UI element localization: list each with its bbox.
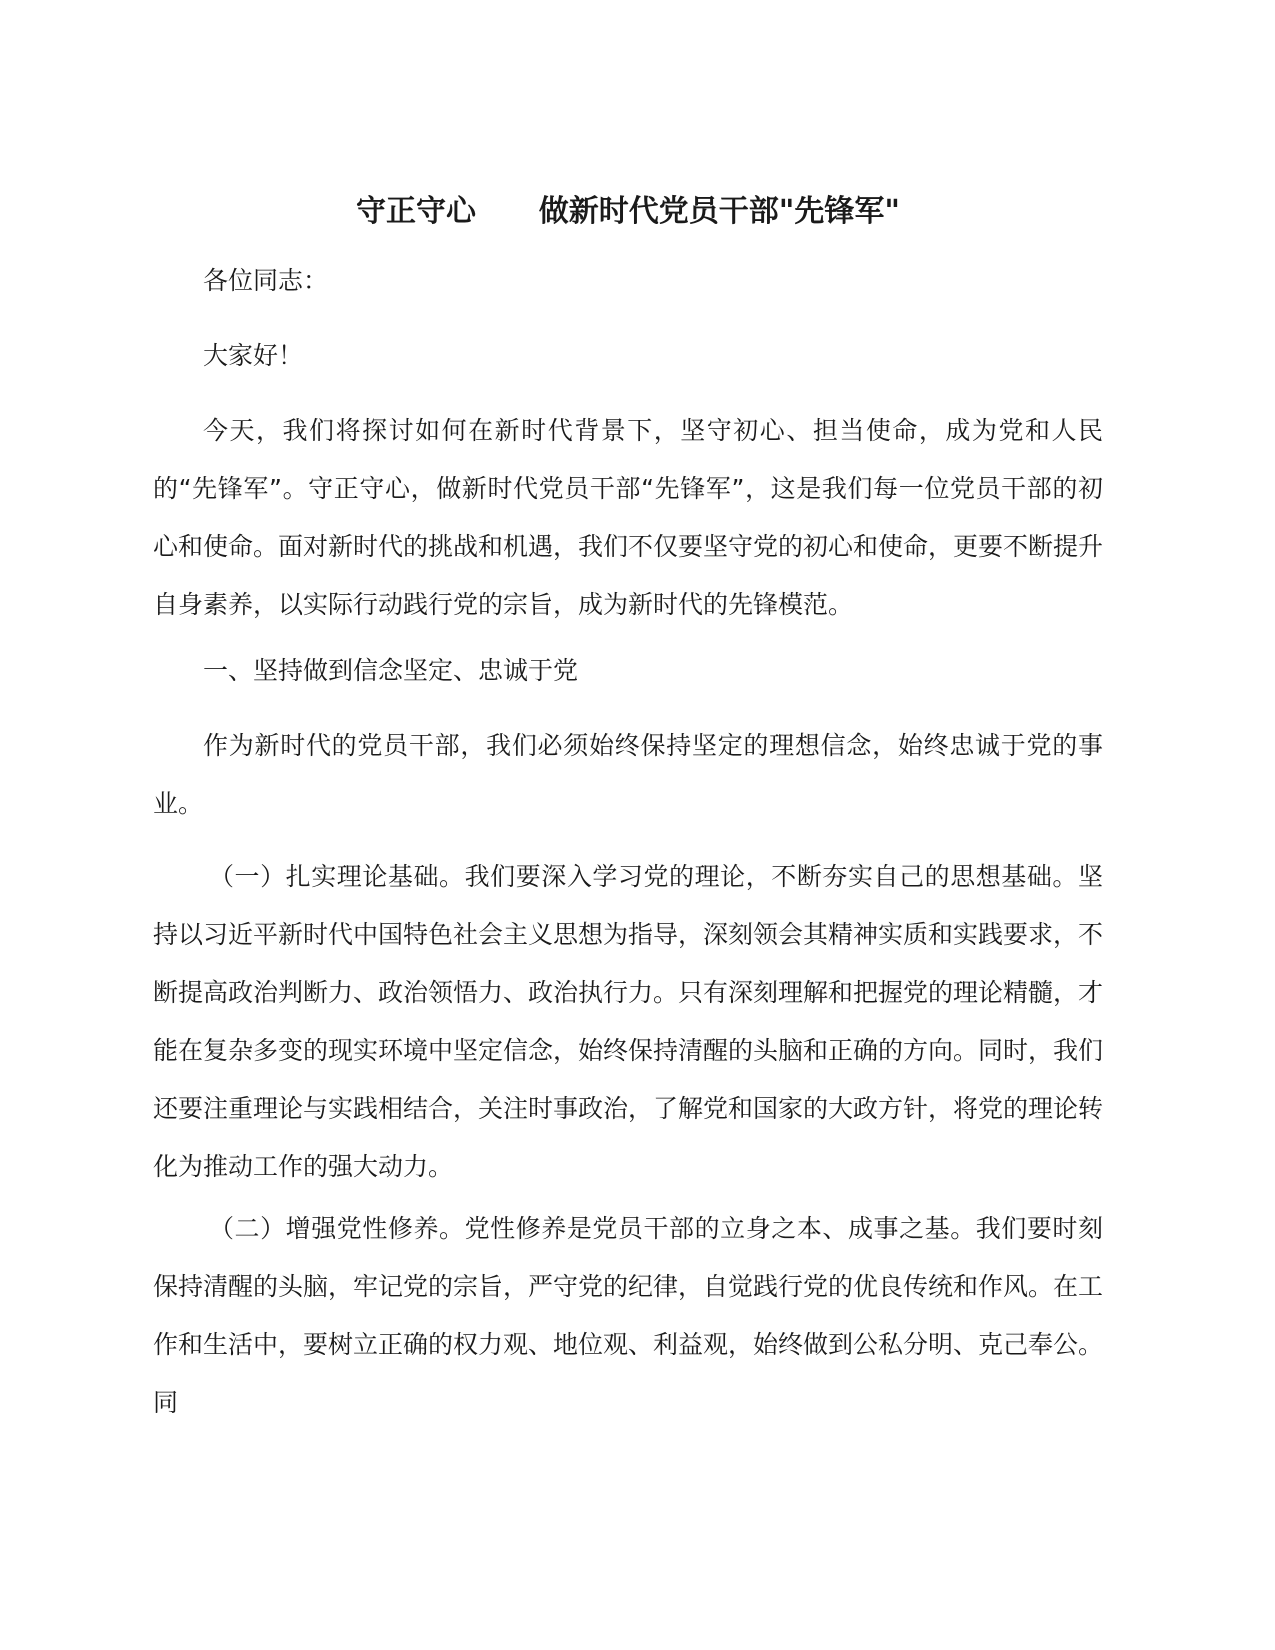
list-item-2: （二）增强党性修养。党性修养是党员干部的立身之本、成事之基。我们要时刻保持清醒的头脑，牢记党的宗旨，严守党的纪律，自觉践行党的优良传统和作风。在工作和生活中，要树立正确的权力观、地位观、利益观，始终做到公私分明、克己奉公。同	[153, 1214, 1104, 1417]
greeting: 大家好！	[203, 341, 304, 370]
section-heading-1: 一、坚持做到信念坚定、忠诚于党	[203, 656, 579, 685]
list-item-1: （一）扎实理论基础。我们要深入学习党的理论，不断夯实自己的思想基础。坚持以习近平新时代中国特色社会主义思想为指导，深刻领会其精神实质和实践要求，不断提高政治判断力、政治领悟力、政治执行力。只有深刻理解和把握党的理论精髓，才能在复杂多变的现实环境中坚定信念，始终保持清醒的头脑和正确的方向。同时，我们还要注重理论与实践相结合，关注时事政治，了解党和国家的大政方针，将党的理论转化为推动工作的强大动力。	[153, 862, 1104, 1181]
salutation: 各位同志：	[203, 266, 329, 295]
intro-paragraph: 今天，我们将探讨如何在新时代背景下，坚守初心、担当使命，成为党和人民的“先锋军”。守正守心，做新时代党员干部“先锋军”，这是我们每一位党员干部的初心和使命。面对新时代的挑战和机遇，我们不仅要坚守党的初心和使命，更要不断提升自身素养，以实际行动践行党的宗旨，成为新时代的先锋模范。	[153, 416, 1104, 619]
section-1-body: 作为新时代的党员干部，我们必须始终保持坚定的理想信念，始终忠诚于党的事业。	[153, 731, 1103, 818]
document-title: 守正守心 做新时代党员干部"先锋军"	[356, 194, 900, 229]
